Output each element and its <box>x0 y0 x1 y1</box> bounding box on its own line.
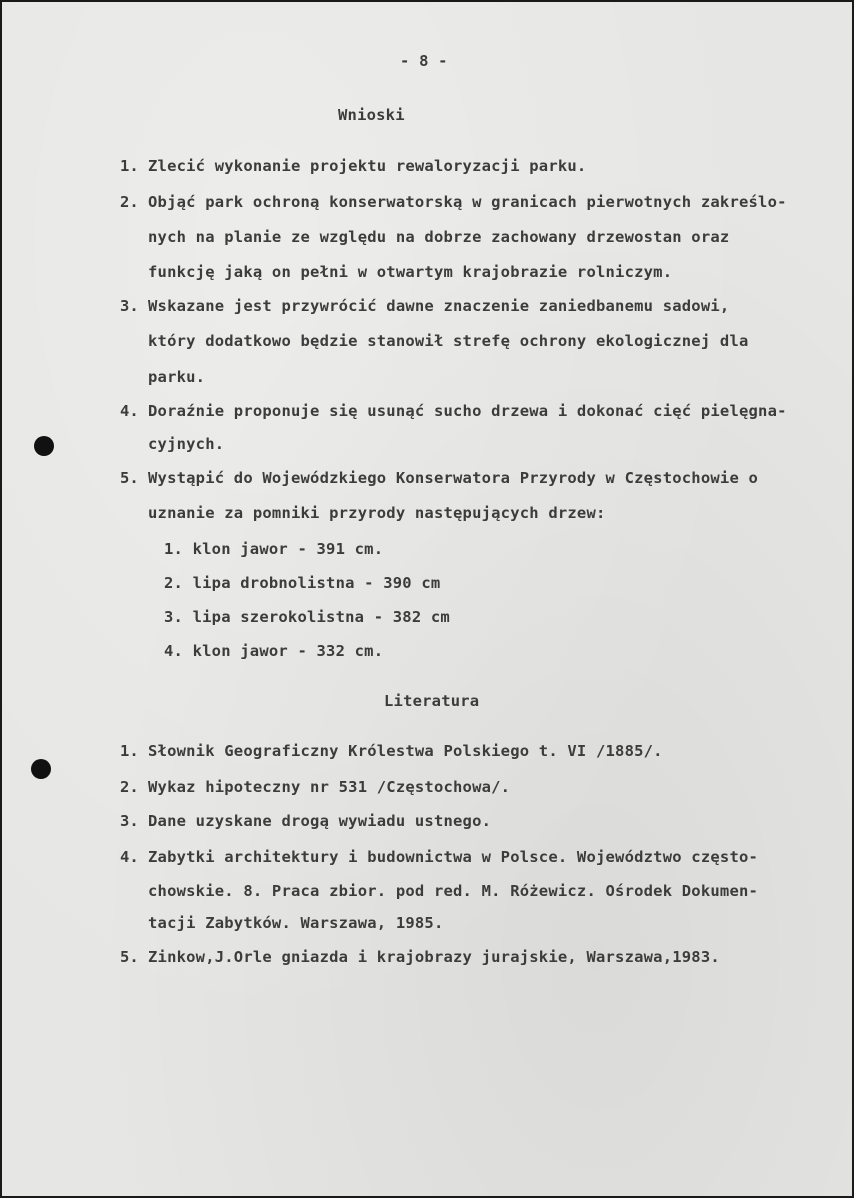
list-number: 4. <box>120 402 139 420</box>
list-item-line: cyjnych. <box>148 435 225 453</box>
list-item-line: Objąć park ochroną konserwatorską w granicach pierwotnych zakreślo- <box>148 193 787 211</box>
reference-line: Zinkow,J.Orle gniazda i krajobrazy jurajskie, Warszawa,1983. <box>148 948 720 966</box>
list-number: 4. <box>120 848 139 866</box>
document-page <box>2 2 852 1196</box>
list-item-line: Doraźnie proponuje się usunąć sucho drzewa i dokonać cięć pielęgna- <box>148 402 787 420</box>
tree-list-item: 2. lipa drobnolistna - 390 cm <box>164 574 441 592</box>
list-item-line: nych na planie ze względu na dobrze zachowany drzewostan oraz <box>148 228 730 246</box>
list-item-line: parku. <box>148 368 206 386</box>
list-number: 2. <box>120 193 139 211</box>
reference-line: Słownik Geograficzny Królestwa Polskiego t. VI /1885/. <box>148 742 663 760</box>
punch-hole-top <box>34 436 54 456</box>
list-number: 5. <box>120 469 139 487</box>
list-item-line: Wskazane jest przywrócić dawne znaczenie zaniedbanemu sadowi, <box>148 297 730 315</box>
reference-line: Wykaz hipoteczny nr 531 /Częstochowa/. <box>148 778 511 796</box>
list-number: 3. <box>120 297 139 315</box>
punch-hole-bottom <box>31 759 51 779</box>
tree-list-item: 4. klon jawor - 332 cm. <box>164 642 384 660</box>
list-number: 5. <box>120 948 139 966</box>
list-item-line: który dodatkowo będzie stanowił strefę ochrony ekologicznej dla <box>148 332 749 350</box>
tree-list-item: 3. lipa szerokolistna - 382 cm <box>164 608 450 626</box>
reference-line: Zabytki architektury i budownictwa w Polsce. Województwo często- <box>148 848 759 866</box>
list-number: 1. <box>120 742 139 760</box>
section-heading-wnioski: Wnioski <box>338 106 405 124</box>
tree-list-item: 1. klon jawor - 391 cm. <box>164 540 384 558</box>
reference-line: Dane uzyskane drogą wywiadu ustnego. <box>148 812 492 830</box>
list-item-line: funkcję jaką on pełni w otwartym krajobrazie rolniczym. <box>148 263 673 281</box>
list-number: 3. <box>120 812 139 830</box>
page-number: - 8 - <box>400 52 448 70</box>
section-heading-literatura: Literatura <box>384 692 480 710</box>
reference-line: tacji Zabytków. Warszawa, 1985. <box>148 914 444 932</box>
reference-line: chowskie. 8. Praca zbior. pod red. M. Różewicz. Ośrodek Dokumen- <box>148 882 759 900</box>
list-number: 1. <box>120 157 139 175</box>
list-item-line: Wystąpić do Wojewódzkiego Konserwatora Przyrody w Częstochowie o <box>148 469 759 487</box>
list-number: 2. <box>120 778 139 796</box>
list-item-line: uznanie za pomniki przyrody następujących drzew: <box>148 504 606 522</box>
list-item-line: Zlecić wykonanie projektu rewaloryzacji parku. <box>148 157 587 175</box>
